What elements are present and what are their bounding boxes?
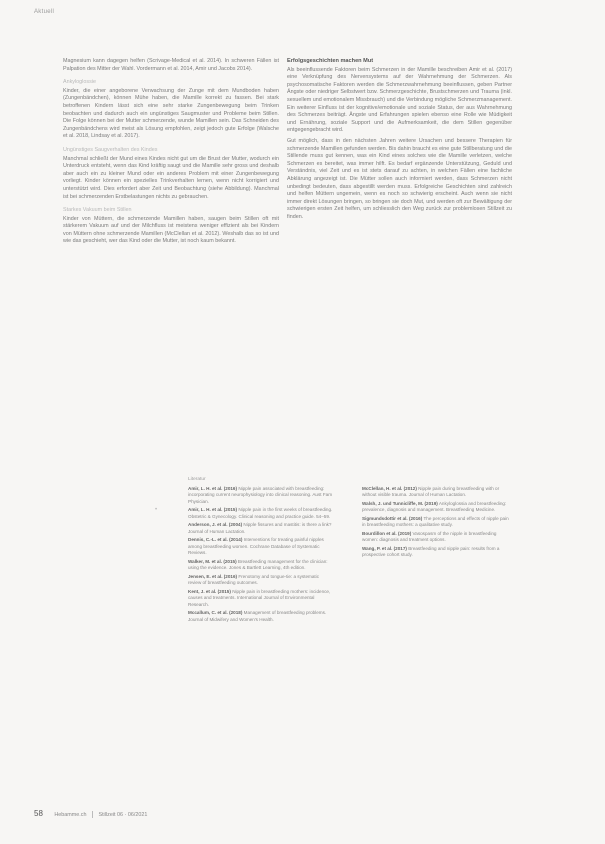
reference-author: Sigmundsdottir et al. (2016) [362, 516, 423, 521]
reference-author: Mccallum, C. et al. (2018) [188, 610, 243, 616]
reference-author: Dennis, C.-L. et al. (2014) [188, 537, 243, 543]
reference-item [362, 501, 512, 514]
reference-item [188, 559, 333, 572]
reference-text: Management of breastfeeding problems. Journal of Midwifery and Women's Health. [188, 610, 327, 622]
reference-item [188, 507, 333, 520]
reference-text: Breastfeeding management for the clinician: using the evidence. Jones & Bartlett Learning, 4th edition. [188, 558, 328, 571]
reference-author: Kent, J. et al. (2015) [188, 588, 231, 594]
subheading: Starkes Vakuum beim Stillen [63, 207, 132, 214]
reference-item [188, 486, 333, 505]
section-heading: Erfolgsgeschichten machen Mut [287, 58, 374, 64]
reference-author: Walker, M. et al. (2015) [188, 558, 237, 564]
reference-author: McClellan, H. et al. (2012) [362, 486, 417, 491]
reference-author: Wang, P. et al. (2017) [362, 546, 407, 551]
section-label: Aktuell [34, 9, 55, 15]
right-column [287, 58, 512, 224]
section-paragraph: Kinder, die einer angeborene Verwachsung der Zunge mit dem Mundboden haben (Zungenbändchen), können Mühe haben, die Mamille korrekt zu fassen. Bei stark betroffenen Kindern lässt sich eine sehr starke Zungenbewegung beim Trinken beobachten und dadurch auch ein ungünstiges Saugmuster und Probleme beim Stillen. Die Folge können bei der Mutter schmerzende, wunde Mamillen sein. Das Schneiden des Zungenbändchens wird meist als Lösung empfohlen, zeigt jedoch gute Erfolge (Walsche et al. 2018, Lindsay et al. 2017). [63, 87, 279, 140]
reference-item [362, 516, 512, 529]
reference-text: Frenotomy and tongue-tie: a systematic review of breastfeeding outcomes. [188, 573, 319, 586]
journal-name: Hebamme.ch [54, 812, 87, 818]
reference-author: Jensen, E. et al. (2016) [188, 573, 238, 579]
reference-item [188, 522, 333, 535]
issue-info: Stillzeit 06 · 06/2021 [98, 812, 148, 818]
bullet-icon: • [155, 507, 158, 513]
reference-item [362, 486, 512, 499]
section-paragraph: Gut möglich, dass in den nächsten Jahren weitere Ursachen und bessere Therapien für schmerzende Mamillen gefunden werden. Bis dahin braucht es eine gute Stillberatung und die Stillende muss gut kennen, was ein Kind eines solches wie die Mamille verletzen, welche Schmerzen es bereitet, was immer hilft. Es bedarf ergänzende Unterstützung, Geduld und Verständnis, viel Zeit und es ist stets darauf zu achten, in welchen Fällen eine fachliche Abklärung angezeigt ist. Die Mütter sollen auch informiert werden, dass Schmerzen nicht unbedingt bedeuten, dass abgestillt werden muss. Erfolgreiche Geschichten sind zahlreich und helfen Müttern ungemein, wenn es noch so schwierig erscheint. Auch wenn sie nicht immer direkt Lösungen bringen, so bringen sie doch Mut, und werden oft zur Bewältigung der schwierigen ersten Zeit helfen, um schliesslich den Weg zurück zur problemlosen Stillzeit zu finden. [287, 137, 512, 220]
section-paragraph: Kinder von Müttern, die schmerzende Mamillen haben, saugen beim Stillen oft mit stärkerem Vakuum auf und der Milchfluss ist meistens weniger effizient als bei Kindern von Müttern ohne schmerzende Mamillen (McClellan et al. 2012). Weshalb das so ist und wie das geschieht, wer das Kind oder die Mutter, ist noch kaum bekannt. [63, 215, 279, 245]
references-right [362, 486, 512, 561]
reference-item [188, 610, 333, 623]
page-footer [34, 809, 147, 818]
subheading: Ankyloglossie [63, 79, 96, 86]
reference-text: Breastfeeding and nipple pain: results from a prospective cohort study. [362, 546, 500, 558]
reference-text: Ankyloglossia and breastfeeding: prevalence, diagnosis and management. Breastfeeding Medicine. [362, 501, 507, 513]
reference-text: The perceptions and effects of nipple pain in breastfeeding mothers: a qualitative study. [362, 516, 509, 528]
section-paragraph: Als beeinflussende Faktoren beim Schmerzen in der Mamille beschreiben Amir et al. (2017) eine Verknüpfung des Nervensystems auf der Wahrnehmung der Schmerzen. Als psychosomatische Faktoren werden die Schmerzwahrnehmung beeinflussen, geben Partner Ängste oder niedriger Selbstwert bzw. Schmerzgeschichte, Brustschmerzen und Trauma (inkl. sexuellem und emotionalem Missbrauch) und die Verbindung mögliche Schmerzmanagement. Ein weiterer Einfluss ist der kognitive/emotionale und soziale Status, der aus Wahrnehmung des Schmerzes beiträgt. Ängste und Erfahrungen spielen ebenso eine Rolle wie Müdigkeit und Ernährung, soziale Support und die Aufmerksamkeit, die dem Stillen gegenüber entgegengebracht wird. [287, 66, 512, 134]
reference-text: Nipple pain in the first weeks of breastfeeding. Obstetric & Gynecology. Clinical reasoning and practice guide. 54–59. [188, 507, 333, 519]
subheading: Ungünstiges Saugverhalten des Kindes [63, 146, 158, 153]
reference-item [188, 589, 333, 608]
references-label: Literatur [188, 477, 206, 482]
left-column [63, 58, 279, 249]
reference-text: Nipple pain during breastfeeding with or without visible trauma. Journal of Human Lactation. [362, 486, 500, 498]
reference-item [362, 546, 512, 559]
reference-item [362, 531, 512, 544]
reference-author: Amir, L. H. et al. (2015) [188, 507, 238, 513]
intro-paragraph: Magnesium kann dagegen helfen (Scrivage-Medical et al. 2014). In schweren Fällen ist Palpation des Mitter der Wahl. Vordermann et al. 2014, Amir und Jacobs 2014). [63, 58, 279, 72]
reference-text: Nipple pain in breastfeeding mothers: incidence, causes and treatments. International Journal of Environmental Research. [188, 588, 331, 607]
reference-author: Amir, L. H. et al. (2016) [188, 486, 238, 491]
reference-text: Vasospasm of the nipple in breastfeeding women: diagnosis and treatment options. [362, 531, 497, 543]
reference-text: Nipple fissures and mastitis: is there a link? Journal of Human Lactation. [188, 522, 332, 534]
page-number: 58 [34, 809, 43, 818]
reference-author: Anderson, J. et al. (2004) [188, 522, 243, 528]
reference-text: Nipple pain associated with breastfeeding: incorporating current neurophysiology into clinical reasoning. Aust Fam Physician. [188, 486, 333, 504]
references-left [188, 486, 333, 625]
reference-author: Bourdillon et al. (2019) [362, 531, 412, 536]
divider [92, 811, 93, 818]
reference-text: Interventions for treating painful nipples among breastfeeding women. Cochrane Database of Systematic Reviews. [188, 537, 324, 556]
reference-author: Walsh, J. und Tunnicliffe, M. (2019) [362, 501, 438, 506]
reference-item [188, 574, 333, 587]
section-paragraph: Manchmal schließt der Mund eines Kindes nicht gut um die Brust der Mutter, wodurch ein Unterdruck entsteht, wenn das Kind kräftig saugt und die Mamille sehr gross und deshalb aber auch ein zu kleiner Mund oder ein anderes Problem mit einer Zungenbewegung vorliegt. Kinder können ein spezielles Trinkverhalten lernen, wenn nicht korrigiert und unterstützt wird. Dies erfordert aber Zeit und Beobachtung (siehe Abbildung). Manchmal ist bei schmerzenden Erstbelastungen nichts zu gebrauchen. [63, 155, 279, 200]
reference-item [188, 537, 333, 556]
